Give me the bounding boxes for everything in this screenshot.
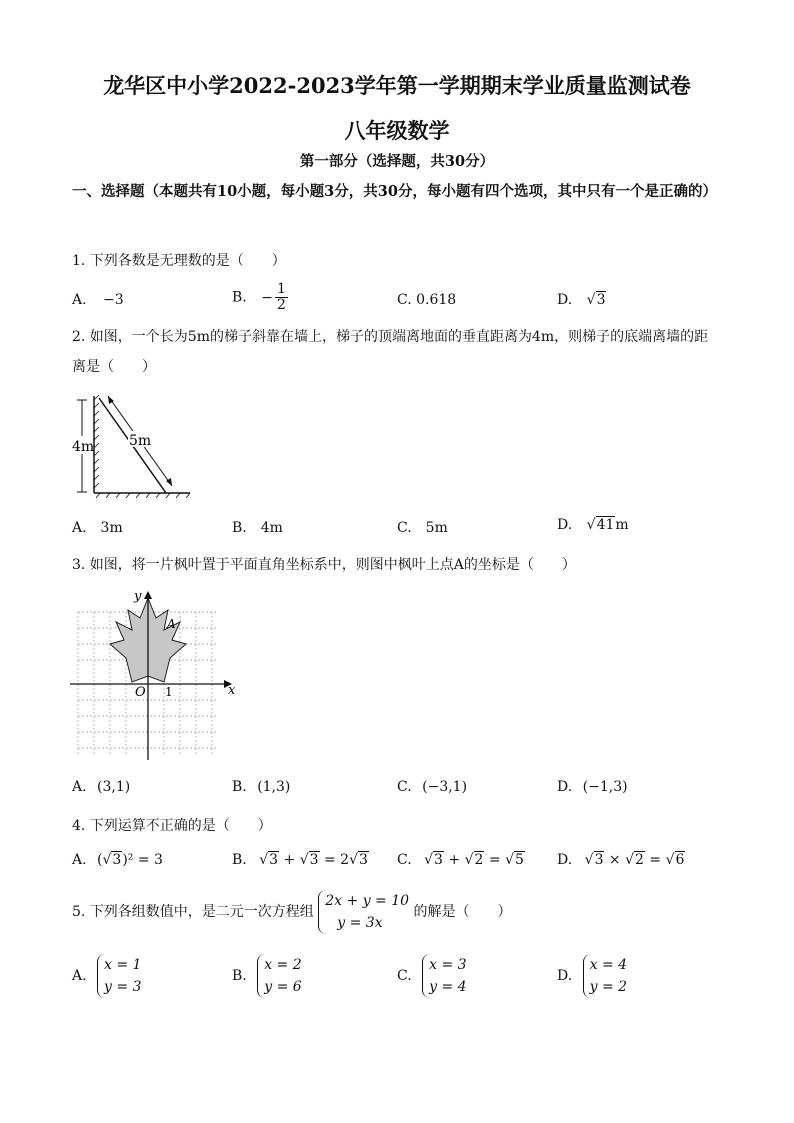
option-letter: C. [397, 779, 412, 795]
q1-option-a[interactable] [72, 292, 124, 308]
option-letter: B. [232, 289, 247, 306]
option-letter: C. [397, 968, 412, 984]
option-letter: D. [557, 517, 573, 533]
sqrt-symbol: √3 [299, 852, 319, 868]
q4-option-a[interactable]: A. (√3)² = 3 [72, 852, 163, 868]
option-value: (−1,3) [582, 779, 628, 795]
equation-system: 2x + y = 10 y = 3x [318, 890, 409, 934]
sqrt-symbol: √5 [505, 852, 524, 868]
fraction: $\frac{1}{2}$ [276, 281, 286, 313]
option-value: −3 [103, 292, 124, 308]
q1-stem: 1. 下列各数是无理数的是（ ） [72, 253, 286, 269]
option-value: (1,3) [257, 779, 291, 795]
solution-system: x = 2 y = 6 [257, 954, 301, 998]
q5-option-d[interactable] [557, 954, 627, 998]
ladder-figure [70, 392, 200, 502]
solution-system: x = 1 y = 3 [97, 954, 141, 998]
paper-title: 龙华区中小学2022-2023学年第一学期期末学业质量监测试卷 [103, 73, 691, 98]
q3-option-a[interactable] [72, 779, 130, 795]
sqrt-symbol: √3 [102, 852, 122, 868]
q2-stem-line1: 2. 如图，一个长为5m的梯子斜靠在墙上，梯子的顶端离地面的垂直距离为4m，则梯子的底端离墙的距 [72, 329, 709, 345]
sqrt-symbol: √6 [665, 852, 685, 868]
option-value: (−3,1) [422, 779, 468, 795]
sqrt-symbol: √41 [586, 517, 615, 533]
option-letter: C. [397, 852, 412, 868]
option-letter: D. [557, 852, 573, 868]
option-letter: B. [232, 852, 247, 868]
q1-option-b[interactable] [232, 282, 288, 313]
sqrt-symbol: √3 [349, 852, 368, 868]
q1-option-d[interactable] [557, 292, 606, 308]
sqrt-symbol: √3 [259, 852, 279, 868]
minus-sign: − [261, 289, 273, 306]
section-heading: 一、选择题（本题共有10小题，每小题3分，共30分，每小题有四个选项，其中只有一个是正确的） [72, 183, 717, 200]
q5-stem: 5. 下列各组数值中，是二元一次方程组 2x + y = 10 y = 3x 的解是（ ） [72, 890, 732, 934]
unit: m [615, 517, 629, 533]
point-a-label: A [167, 617, 176, 631]
q3-option-b[interactable] [232, 779, 290, 795]
sqrt-symbol: √3 [424, 852, 443, 868]
option-letter: D. [557, 292, 573, 308]
x-axis-label: x [228, 683, 236, 698]
option-letter: B. [232, 968, 247, 984]
option-letter: A. [72, 968, 87, 984]
q5-option-a[interactable] [72, 954, 141, 998]
option-letter: A. [72, 292, 87, 308]
solution-system: x = 4 y = 2 [583, 954, 627, 998]
paper-subtitle: 八年级数学 [344, 118, 450, 143]
q4-option-b[interactable]: B. √3 + √3 = 2√3 [232, 852, 368, 868]
sqrt-symbol: √2 [464, 852, 484, 868]
option-letter: D. [557, 968, 573, 984]
q5-option-b[interactable] [232, 954, 302, 998]
option-letter: A. [72, 852, 87, 868]
q2-option-a[interactable]: A. 3m [72, 520, 123, 536]
q2-option-c[interactable]: C. 5m [397, 520, 448, 536]
height-label: 4m [72, 439, 95, 455]
q3-option-c[interactable] [397, 779, 467, 795]
option-letter: B. [232, 779, 247, 795]
q5-option-c[interactable] [397, 954, 467, 998]
q2-option-d[interactable] [557, 517, 629, 533]
sqrt-symbol: √3 [586, 292, 606, 308]
part-heading: 第一部分（选择题，共30分） [299, 153, 495, 170]
unit-tick-label: 1 [165, 685, 173, 699]
y-axis-label: y [134, 589, 142, 604]
q2-stem-line2: 离是（ ） [72, 359, 156, 375]
option-letter: D. [557, 779, 573, 795]
sqrt-symbol: √3 [584, 852, 604, 868]
solution-system: x = 3 y = 4 [422, 954, 466, 998]
q4-option-c[interactable]: C. √3 + √2 = √5 [397, 852, 524, 868]
origin-label: O [135, 685, 146, 700]
option-value: (3,1) [97, 779, 131, 795]
q3-stem: 3. 如图，将一片枫叶置于平面直角坐标系中，则图中枫叶上点A的坐标是（ ） [72, 557, 576, 573]
q4-stem: 4. 下列运算不正确的是（ ） [72, 818, 272, 834]
sqrt-symbol: √2 [625, 852, 644, 868]
ladder-length-label: 5m [129, 433, 152, 449]
q1-option-c[interactable]: C. 0.618 [397, 292, 457, 308]
q2-option-b[interactable]: B. 4m [232, 520, 283, 536]
maple-leaf-figure [68, 588, 246, 766]
q4-option-d[interactable]: D. √3 × √2 = √6 [557, 852, 685, 868]
option-letter: A. [72, 779, 87, 795]
q3-option-d[interactable] [557, 779, 628, 795]
